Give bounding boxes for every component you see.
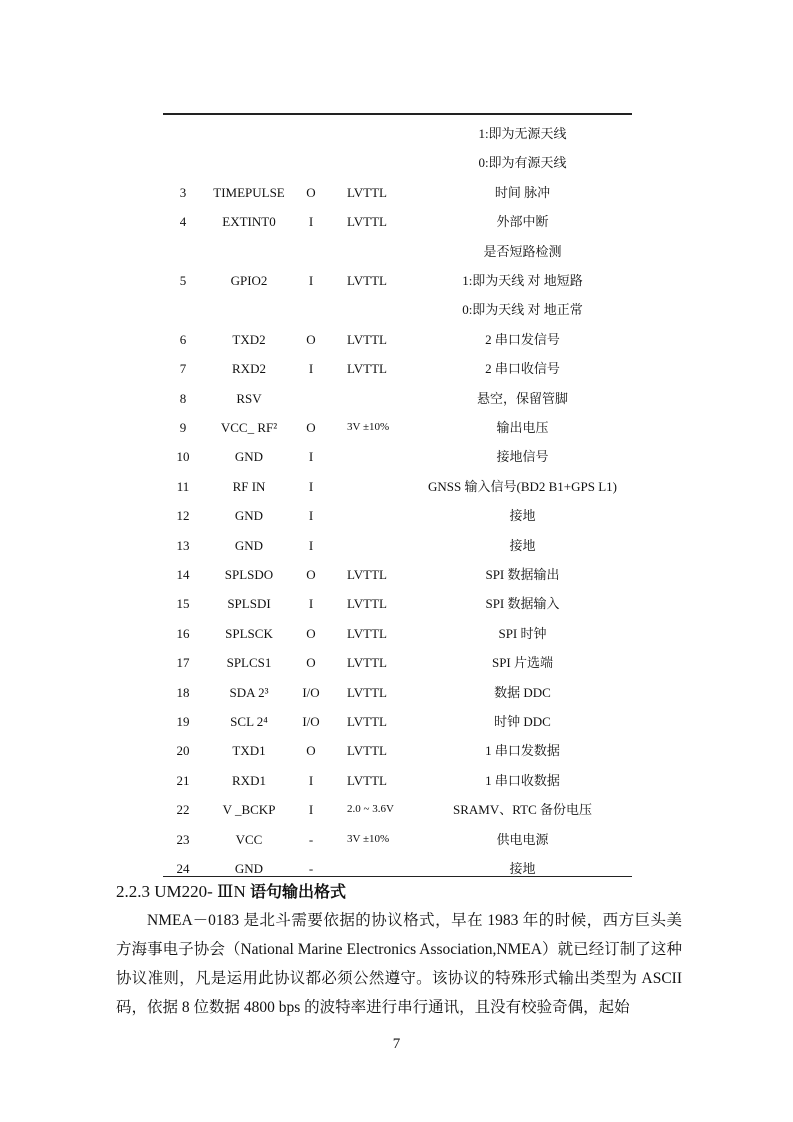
table-row (163, 707, 632, 736)
table-row (163, 619, 632, 648)
pin-level: 3V ±10% (347, 421, 390, 433)
table-bottom-rule (163, 876, 632, 877)
table-row (163, 413, 632, 442)
pin-description: 外部中断 (496, 214, 549, 230)
pin-name: SCL 2⁴ (230, 714, 268, 729)
pin-name: SPLSDO (224, 567, 274, 582)
pin-number: 15 (176, 596, 190, 612)
pin-number: 10 (176, 449, 190, 465)
pin-description: 2 串口收信号 (485, 361, 560, 377)
pin-level: LVTTL (347, 361, 387, 377)
pin-io (295, 237, 327, 266)
pin-name: GND (234, 861, 264, 876)
pin-number: 12 (176, 508, 190, 524)
pin-number: 3 (179, 184, 187, 200)
pin-level: LVTTL (347, 214, 387, 230)
pin-name: TIMEPULSE (213, 184, 285, 200)
pin-level: LVTTL (347, 655, 387, 671)
table-row (163, 295, 632, 324)
pin-level (327, 119, 413, 148)
pin-number (163, 148, 203, 177)
pin-number: 6 (179, 331, 187, 347)
pin-io: O (306, 567, 316, 582)
pin-description: SPI 时钟 (498, 625, 547, 641)
pin-description: 2 串口发信号 (485, 331, 560, 347)
pin-description: 输出电压 (496, 420, 549, 435)
pin-name: SPLCS1 (226, 655, 272, 671)
pin-io: I (308, 449, 314, 465)
table-row (163, 354, 632, 383)
pin-description: SPI 数据输出 (485, 567, 560, 582)
pin-description: 1 串口发数据 (485, 743, 560, 759)
pin-io: O (306, 331, 316, 347)
pin-level: LVTTL (347, 184, 387, 200)
pin-level: 2.0 ~ 3.6V (347, 803, 394, 816)
table-row (163, 531, 632, 560)
pin-name: V _BCKP (222, 802, 276, 818)
pin-io: I (308, 596, 314, 612)
pin-level: LVTTL (347, 714, 387, 729)
pin-io (295, 148, 327, 177)
pin-description: 接地 (509, 537, 536, 553)
pin-io: I (308, 214, 314, 230)
pin-description: 0:即为有源天线 (478, 155, 567, 171)
pin-name: GPIO2 (230, 273, 268, 288)
pin-io: - (308, 861, 314, 876)
table-row (163, 384, 632, 413)
pin-level: 3V ±10% (347, 832, 390, 845)
table-row (163, 648, 632, 677)
pin-description: 时间 脉冲 (494, 184, 551, 200)
pin-name (203, 295, 295, 324)
pin-number: 18 (176, 684, 190, 700)
pin-number: 21 (176, 772, 190, 788)
pin-name: EXTINT0 (222, 214, 276, 230)
pin-number: 19 (176, 714, 190, 729)
section-heading (116, 880, 346, 904)
pin-level (327, 531, 413, 560)
page-number: 7 (392, 1036, 401, 1052)
pin-description: 数据 DDC (494, 684, 551, 700)
pin-name: TXD2 (232, 331, 266, 347)
pin-number: 23 (176, 831, 190, 847)
pin-number: 9 (179, 420, 187, 435)
pin-name: GND (234, 508, 264, 524)
pin-level: LVTTL (347, 567, 387, 582)
table-row (163, 854, 632, 883)
pin-description: 1:即为无源天线 (478, 126, 567, 141)
pin-level (327, 442, 413, 471)
table-row (163, 472, 632, 501)
pin-description: 接地信号 (496, 449, 549, 465)
pin-level: LVTTL (347, 684, 387, 700)
pin-io: I (308, 273, 314, 288)
table-row (163, 148, 632, 177)
pin-level: LVTTL (347, 772, 387, 788)
pin-io: O (306, 420, 316, 435)
pin-io: I (308, 361, 314, 377)
pin-io (295, 384, 327, 413)
pin-description: 接地 (509, 508, 536, 524)
pin-description: 是否短路检测 (483, 243, 562, 259)
pin-io: O (306, 184, 316, 200)
pin-io: I/O (302, 714, 320, 729)
pin-level (327, 295, 413, 324)
pin-description: GNSS 输入信号(BD2 B1+GPS L1) (428, 478, 617, 494)
pin-name: SPLSDI (227, 596, 271, 612)
table-top-rule (163, 113, 632, 115)
pin-description: 悬空，保留管脚 (476, 390, 568, 406)
pin-level (327, 501, 413, 530)
pin-number (163, 237, 203, 266)
pin-name: RSV (236, 390, 262, 406)
table-row (163, 325, 632, 354)
table-row (163, 119, 632, 148)
pin-io: I (308, 772, 314, 788)
pin-name (203, 148, 295, 177)
table-row (163, 178, 632, 207)
pin-name: RXD1 (232, 772, 266, 788)
pin-number: 4 (179, 214, 187, 230)
pin-level (327, 854, 413, 883)
pin-name: RF IN (232, 478, 266, 494)
pin-level (327, 237, 413, 266)
pin-name: SPLSCK (225, 625, 273, 641)
pin-number: 5 (179, 273, 187, 288)
pin-description: 时钟 DDC (494, 714, 551, 729)
pin-description: SPI 数据输入 (485, 596, 560, 612)
pin-level: LVTTL (347, 596, 387, 612)
pin-number: 11 (176, 478, 190, 494)
pin-number: 14 (176, 567, 190, 582)
pin-io: - (308, 831, 314, 847)
pin-number: 16 (176, 625, 190, 641)
pin-description: 接地 (509, 861, 536, 876)
pin-name: GND (234, 537, 264, 553)
section-title-cjk: 语句输出格式 (249, 882, 346, 901)
table-row (163, 589, 632, 618)
table-row (163, 266, 632, 295)
pin-io: I (308, 508, 314, 524)
table-row (163, 560, 632, 589)
table-row (163, 795, 632, 824)
pin-name: GND (234, 449, 264, 465)
pin-level: LVTTL (347, 273, 387, 288)
pin-level (327, 384, 413, 413)
pin-io: O (306, 655, 316, 671)
pin-io (295, 119, 327, 148)
pin-number: 24 (176, 861, 190, 876)
pin-number: 20 (176, 743, 190, 759)
pin-level (327, 148, 413, 177)
table-row (163, 736, 632, 765)
table-row (163, 766, 632, 795)
pin-name: VCC_ RF² (220, 420, 278, 435)
pin-number: 22 (176, 802, 190, 818)
table-row (163, 207, 632, 236)
pin-name (203, 119, 295, 148)
table-row (163, 825, 632, 854)
pin-number: 7 (179, 361, 187, 377)
pin-description: 1:即为天线 对 地短路 (462, 273, 583, 288)
table-row (163, 442, 632, 471)
pin-number: 17 (176, 655, 190, 671)
pin-description: 1 串口收数据 (485, 772, 560, 788)
pin-io: I (308, 537, 314, 553)
pin-name: RXD2 (232, 361, 266, 377)
pin-name: VCC (235, 831, 263, 847)
pin-io: O (306, 743, 316, 759)
body-paragraph: NMEA－0183 是北斗需要依据的协议格式，早在 1983 年的时候，西方巨头美方海事电子协会（National Marine Electronics Association,NMEA）就已经订制了这种协议准则，凡是运用此协议都必须公然遵守。该协议的特殊形式输出类型为 ASCII 码，依据 8 位数据 4800 bps 的波特率进行串行通讯，且没有校验奇偶，起始 (116, 912, 682, 1016)
pin-io (295, 295, 327, 324)
section-number-title: 2.2.3 UM220- ⅢN (116, 882, 250, 901)
pin-description: 供电电源 (496, 831, 549, 847)
pin-level: LVTTL (347, 625, 387, 641)
pin-level: LVTTL (347, 331, 387, 347)
pin-number: 8 (179, 390, 187, 406)
table-row (163, 501, 632, 530)
pin-io: I (308, 802, 314, 818)
pin-io: O (306, 625, 316, 641)
table-row (163, 237, 632, 266)
pin-io: I/O (302, 684, 320, 700)
pin-name: SDA 2³ (229, 684, 269, 700)
pin-description: 0:即为天线 对 地正常 (462, 302, 583, 318)
pin-number (163, 295, 203, 324)
pin-level (327, 472, 413, 501)
table-row (163, 678, 632, 707)
pin-name: TXD1 (232, 743, 266, 759)
pin-io: I (308, 478, 314, 494)
pin-number: 13 (176, 537, 190, 553)
pin-description: SPI 片选端 (491, 655, 554, 671)
pin-number (163, 119, 203, 148)
pin-description: SRAMV、RTC 备份电压 (453, 802, 592, 818)
pin-level: LVTTL (347, 743, 387, 759)
pin-name (203, 237, 295, 266)
